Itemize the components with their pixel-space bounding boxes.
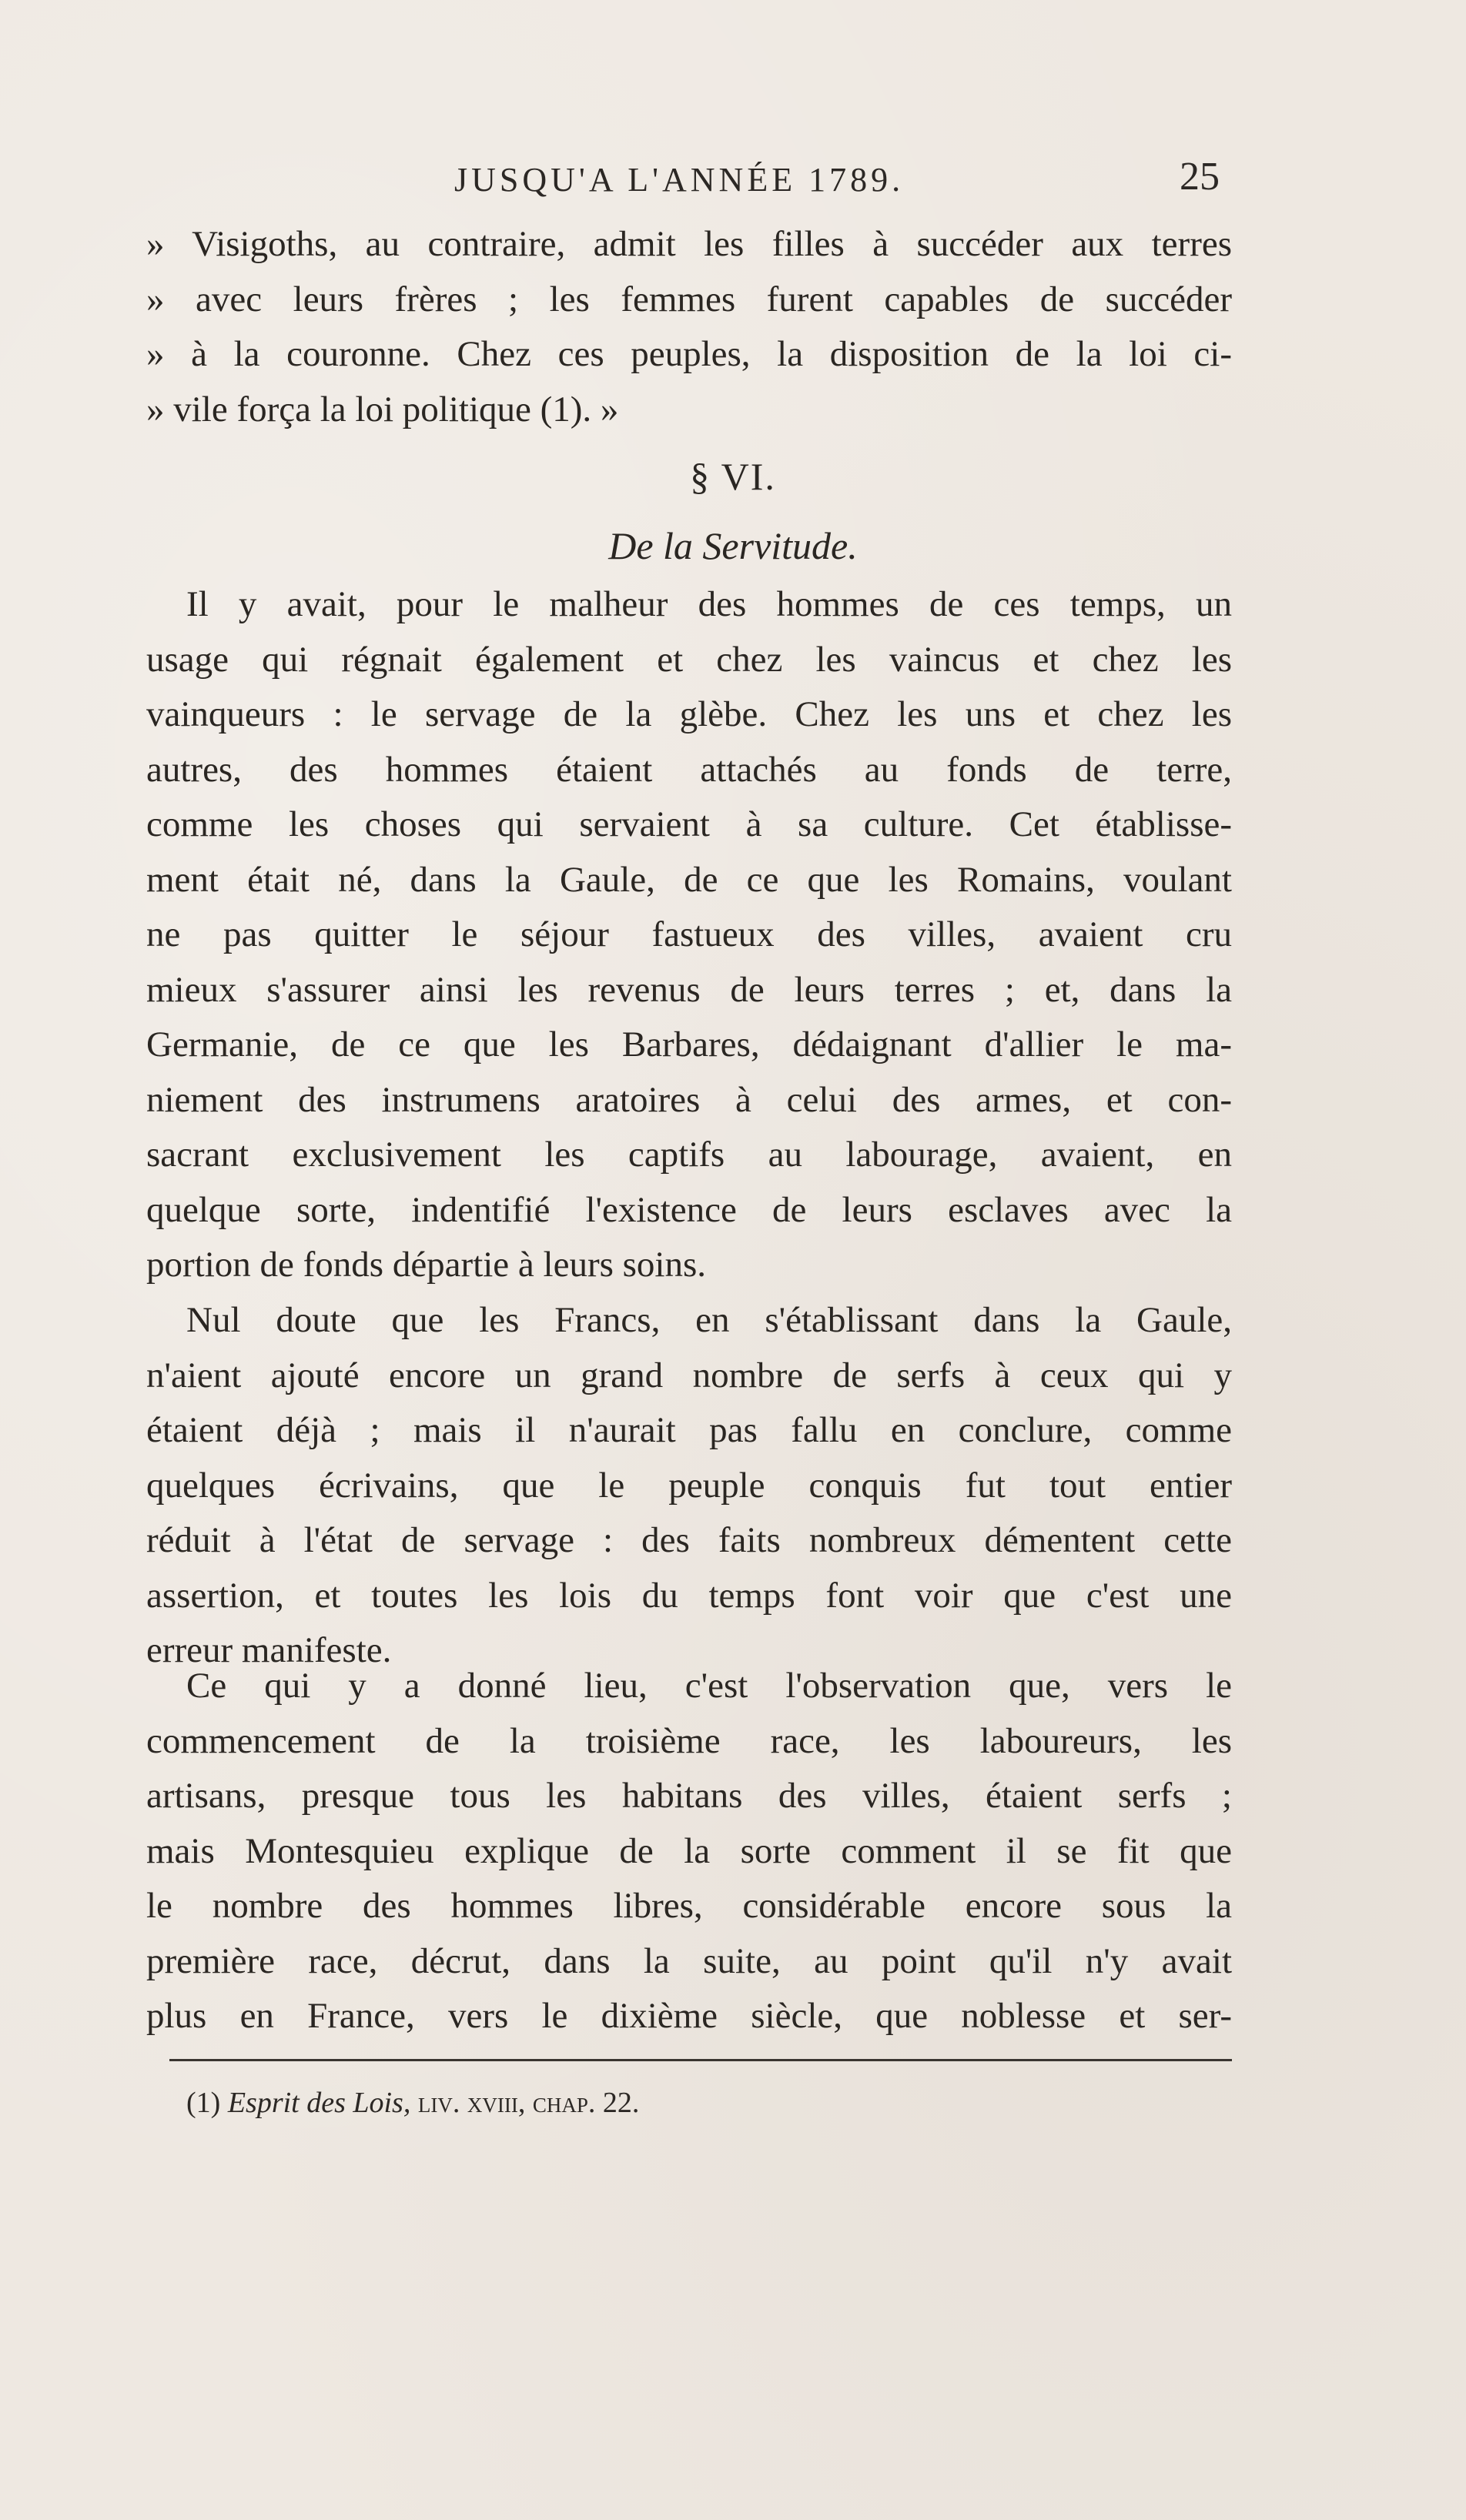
text-line: artisans, presque tous les habitans des villes, étaient serfs ; [146,1776,1232,1816]
footnote-divider [169,2059,1232,2061]
paragraph-3 [146,1659,1232,2044]
text-line: Ce qui y a donné lieu, c'est l'observation que, vers le [186,1666,1232,1706]
quote-line: » vile força la loi politique (1). » [146,389,619,429]
text-line: quelques écrivains, que le peuple conquis fut tout entier [146,1465,1232,1506]
text-line: n'aient ajouté encore un grand nombre de serfs à ceux qui y [146,1355,1232,1395]
footnote-reference: liv. xviii, chap. 22. [417,2087,640,2119]
paragraph-1 [146,577,1232,1293]
text-line: mieux s'assurer ainsi les revenus de leurs terres ; et, dans la [146,969,1232,1010]
text-line: mais Montesquieu explique de la sorte comment il se fit que [146,1830,1232,1871]
quote-line: » Visigoths, au contraire, admit les filles à succéder aux terres [146,224,1232,264]
text-line: Il y avait, pour le malheur des hommes de ces temps, un [186,584,1232,624]
text-line: ment était né, dans la Gaule, de ce que les Romains, voulant [146,859,1232,900]
section-number: § VI. [690,455,776,498]
text-line: réduit à l'état de servage : des faits nombreux démentent cette [146,1520,1232,1560]
text-line: portion de fonds départie à leurs soins. [146,1245,707,1285]
text-line: ne pas quitter le séjour fastueux des villes, avaient cru [146,914,1232,954]
text-line: vainqueurs : le servage de la glèbe. Chez les uns et chez les [146,694,1232,734]
footnote-marker: (1) [186,2087,221,2119]
text-line: sacrant exclusivement les captifs au labourage, avaient, en [146,1135,1232,1175]
section-title: De la Servitude. [608,524,858,567]
quotation-block [146,217,1232,437]
running-title: JUSQU'A L'ANNÉE 1789. [454,161,905,199]
footnote [186,2086,639,2120]
text-line: plus en France, vers le dixième siècle, que noblesse et ser- [146,1996,1232,2036]
footnote-title: Esprit des Lois, [227,2087,411,2119]
text-line: assertion, et toutes les lois du temps font voir que c'est une [146,1575,1232,1616]
quote-line: » à la couronne. Chez ces peuples, la disposition de la loi ci- [146,334,1232,374]
text-line: première race, décrut, dans la suite, au point qu'il n'y avait [146,1940,1232,1981]
text-line: Germanie, de ce que les Barbares, dédaignant d'allier le ma- [146,1024,1232,1064]
text-line: quelque sorte, indentifié l'existence de leurs esclaves avec la [146,1189,1232,1230]
page-number: 25 [1180,155,1220,199]
text-line: commencement de la troisième race, les laboureurs, les [146,1720,1232,1761]
text-line: comme les choses qui servaient à sa culture. Cet établisse- [146,804,1232,844]
quote-line: » avec leurs frères ; les femmes furent capables de succéder [146,279,1232,319]
paragraph-2 [146,1293,1232,1679]
text-line: le nombre des hommes libres, considérable encore sous la [146,1886,1232,1926]
text-line: usage qui régnait également et chez les vaincus et chez les [146,639,1232,680]
text-line: autres, des hommes étaient attachés au fonds de terre, [146,749,1232,790]
text-line: Nul doute que les Francs, en s'établissant dans la Gaule, [186,1300,1232,1340]
text-line: erreur manifeste. [146,1630,392,1670]
text-line: étaient déjà ; mais il n'aurait pas fallu en conclure, comme [146,1410,1232,1450]
text-line: niement des instrumens aratoires à celui des armes, et con- [146,1079,1232,1120]
